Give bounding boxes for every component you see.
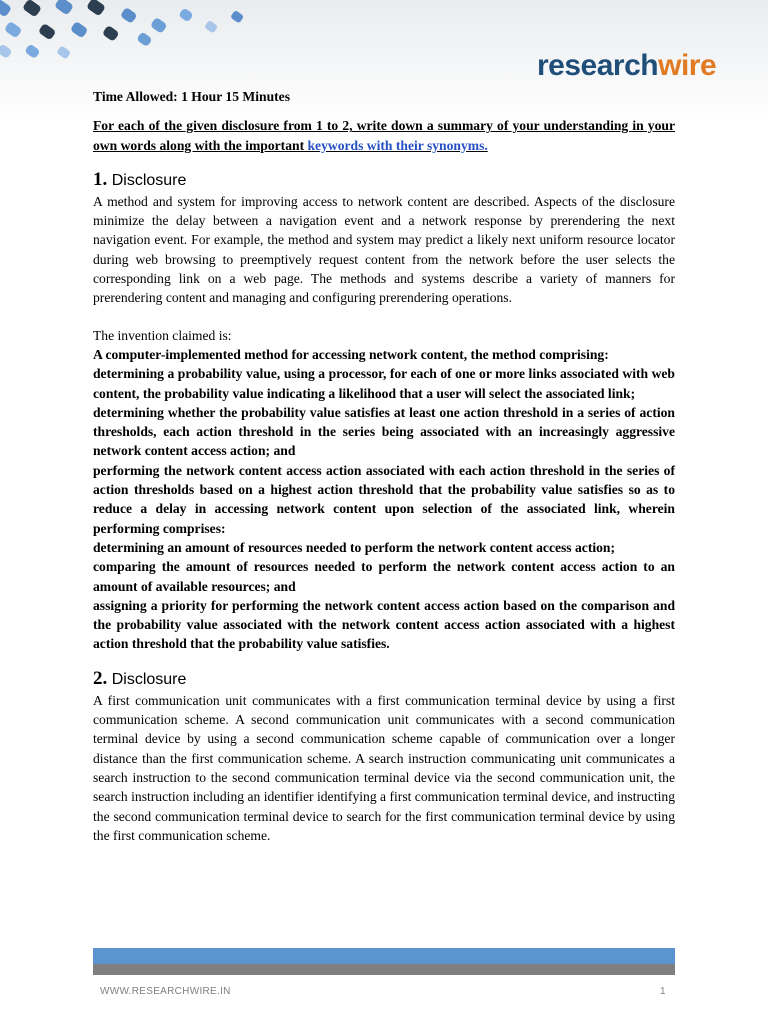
disclosure-1-title: Disclosure bbox=[111, 171, 187, 189]
footer-blue-bar bbox=[93, 948, 675, 964]
decorative-dots-graphic bbox=[0, 0, 260, 80]
footer-gray-bar bbox=[93, 964, 675, 975]
claim-line: comparing the amount of resources needed to perform the network content access action to an amount of available resources; and bbox=[93, 559, 675, 594]
claim-line: determining whether the probability value satisfies at least one action threshold in a series of action thresholds, each action threshold in the series being associated with an increasingly aggressive network content access action; and bbox=[93, 404, 675, 459]
disclosure-2-heading bbox=[93, 668, 675, 691]
researchwire-logo: researchwire bbox=[537, 49, 717, 82]
disclosure-1-heading bbox=[93, 169, 675, 192]
document-content bbox=[93, 87, 675, 845]
claim-line: performing the network content access action associated with each action threshold in the series of action thresholds based on a highest action threshold that the probability value satisfies so as to reduce a delay in accessing network content upon selection of the associated link, wherein performing comprises: bbox=[93, 462, 675, 536]
claim-line: A computer-implemented method for accessing network content, the method comprising: bbox=[93, 346, 609, 362]
time-allowed: Time Allowed: 1 Hour 15 Minutes bbox=[93, 89, 290, 104]
footer-website: WWW.RESEARCHWIRE.IN bbox=[100, 986, 231, 997]
instructions-text: For each of the given disclosure from 1 to 2, write down a summary of your understanding in your own words along with the important bbox=[93, 118, 675, 153]
disclosure-2-body: A first communication unit communicates with a first communication terminal device by using a first communication scheme. A second communication unit communicates with a second communication terminal device by using a second communication scheme capable of communication over a longer distance than the first communication scheme. A search instruction communicating unit communicates a search instruction to the second communication terminal device via the second communication unit, the search instruction including an identifier identifying a first communication terminal device, and instructing the second communication terminal device to search for the first communication terminal device by using the first communication scheme. bbox=[93, 692, 675, 843]
claim-line: determining a probability value, using a processor, for each of one or more links associated with web content, the probability value indicating a likelihood that a user will select the associated link; bbox=[93, 366, 675, 401]
keywords-link[interactable]: keywords with their synonyms. bbox=[307, 137, 488, 153]
claim-line: assigning a priority for performing the network content access action based on the comparison and the probability value associated with the network content access action associated with a highest action threshold that the probability value satisfies. bbox=[93, 597, 675, 652]
page-number: 1 bbox=[660, 986, 666, 997]
disclosure-1-number: 1. bbox=[93, 168, 108, 190]
disclosure-1-body: A method and system for improving access to network content are described. Aspects of the disclosure minimize the delay between a navigation event and a network response by prerendering the next navigation event. For example, the method and system may predict a likely next uniform resource locator during web browsing to preemptively request content from the network before the user selects the corresponding link on a web page. The methods and systems describe a variety of manners for prerendering content and managing and configuring prerendering operations. bbox=[93, 193, 675, 306]
disclosure-2-number: 2. bbox=[93, 667, 108, 689]
claim-intro: The invention claimed is: bbox=[93, 327, 232, 343]
disclosure-2-title: Disclosure bbox=[111, 670, 187, 688]
claim-line: determining an amount of resources needed to perform the network content access action; bbox=[93, 539, 616, 555]
instructions bbox=[93, 116, 675, 155]
